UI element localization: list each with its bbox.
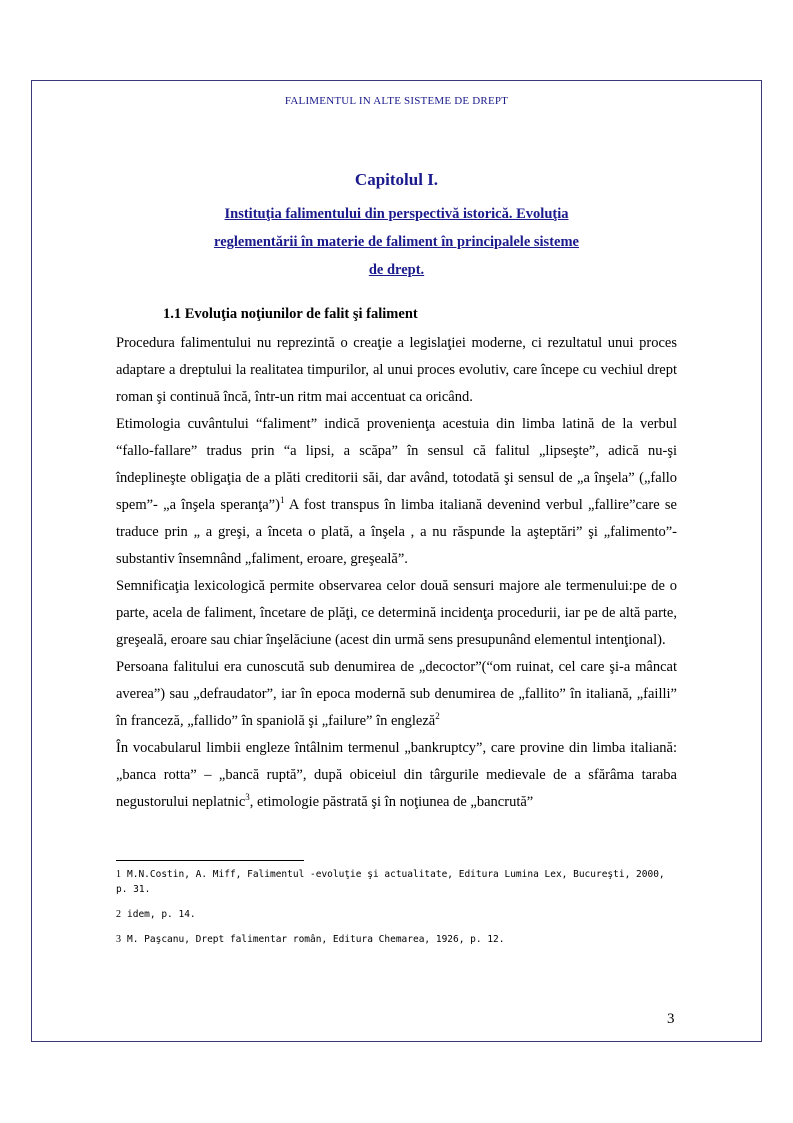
- subtitle-line: reglementării în materie de faliment în principalele sisteme: [214, 234, 579, 250]
- footnote: [116, 932, 676, 947]
- subtitle-line: de drept.: [368, 262, 425, 278]
- footnote-text: M. Paşcanu, Drept falimentar român, Editura Chemarea, 1926, p. 12.: [127, 934, 505, 945]
- paragraph: Semnificaţia lexicologică permite observarea celor două sensuri majore ale termenului:pe de o parte, acela de faliment, încetare de plăţi, ce determină incidenţa procedurii, iar pe de altă parte, greşeală, eroare sau chiar înşelăciune (acest din urmă sens presupunând elementul intenţional).: [116, 578, 677, 648]
- paragraph-text: Persoana falitului era cunoscută sub denumirea de „decoctor”(“om ruinat, cel care şi-a mâncat averea”) sau „defraudator”, iar în epoca modernă sub denumirea de „fallito” în italiană, „failli” în franceză, „fallido” în spaniolă şi „failure” în engleză: [116, 659, 677, 729]
- paragraph-text: Etimologia cuvântului “faliment” indică provenienţa acestuia din limba latină de la verbul “fallo-fallare” tradus prin “a lipsi, a scăpa” în sensul că falitul „lipseşte”, adică nu-şi îndeplineşte obligaţia de a plăti creditorii săi, dar având, totodată şi sensul de „a înşela” („fallo spem”- „a înşela speranţa”): [116, 416, 677, 513]
- footnote-text: idem, p. 14.: [127, 909, 196, 920]
- section-heading: 1.1 Evoluţia noţiunilor de falit şi faliment: [163, 306, 418, 322]
- footnotes: [116, 867, 676, 957]
- footnote-separator: [116, 860, 304, 861]
- footnote-number: 3: [116, 934, 121, 945]
- footnote-text: M.N.Costin, A. Miff, Falimentul -evoluţie şi actualitate, Editura Lumina Lex, Bucureşti, 2000, p. 31.: [116, 869, 665, 895]
- paragraph: [116, 735, 677, 816]
- paragraph-text: În vocabularul limbii engleze întâlnim termenul „bankruptcy”, care provine din limba italiană: „banca rotta” – „bancă ruptă”, după obiceiul din târgurile medievale de a sfărâma taraba negustorului neplatnic: [116, 740, 677, 810]
- subtitle-line: Instituţia falimentului din perspectivă istorică. Evoluţia: [224, 206, 569, 222]
- chapter-title: Capitolul I.: [354, 170, 439, 189]
- footnote-ref[interactable]: 2: [435, 711, 440, 722]
- footnote-number: 2: [116, 909, 121, 920]
- page-number: 3: [667, 1011, 675, 1027]
- paragraph-text: A fost transpus în limba italiană devenind verbul „fallire”care se traduce prin „ a greşi, a înceta o plată, a înşela , a nu răspunde la aşteptări” şi „falimento”- substantiv însemnând „faliment, eroare, greşeală”.: [116, 497, 677, 567]
- footnote-number: 1: [116, 869, 121, 880]
- running-header: FALIMENTUL IN ALTE SISTEME DE DREPT: [284, 95, 509, 107]
- footnote: [116, 907, 676, 922]
- footnote-ref[interactable]: 3: [245, 792, 250, 803]
- paragraph: [116, 411, 677, 573]
- body-text: [116, 330, 677, 816]
- paragraph: [116, 654, 677, 735]
- paragraph-text: , etimologie păstrată şi în noţiunea de „bancrută”: [249, 794, 534, 810]
- footnote: [116, 867, 676, 897]
- footnote-ref[interactable]: 1: [279, 495, 285, 506]
- paragraph: Procedura falimentului nu reprezintă o creaţie a legislaţiei moderne, ci rezultatul unui proces adaptare a dreptului la realitatea timpurilor, al unui proces evolutiv, care începe cu vechiul drept roman şi continuă încă, într-un ritm mai accentuat ca oricând.: [116, 335, 677, 405]
- chapter-subtitle: [180, 200, 613, 284]
